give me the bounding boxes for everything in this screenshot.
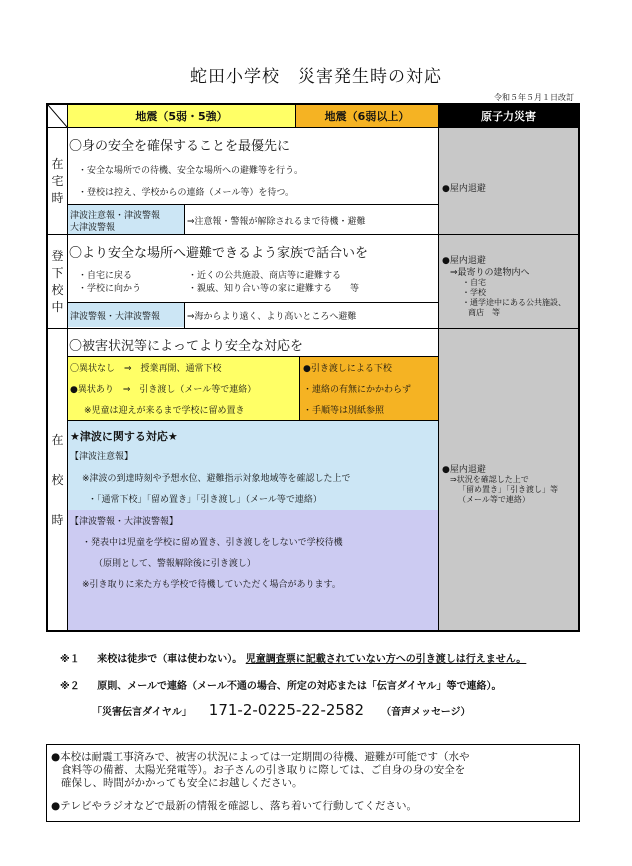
row-label-char: 時 [51, 512, 64, 527]
commute-tsunami-label: 津波警報・大津波警報 [70, 312, 161, 322]
header-corner [48, 105, 67, 127]
home-tsunami-label: 大津波警報 [70, 223, 116, 233]
commute-nuclear: ●屋内退避 [442, 256, 486, 266]
footnote-1 [60, 650, 526, 665]
school-nuclear: （メール等で連絡） [458, 495, 530, 504]
commute-item: ・学校に向かう [78, 284, 142, 294]
footnote-mark: ※２ [60, 681, 80, 692]
row-label-char: 校 [51, 282, 64, 297]
commute-nuclear: ・通学途中にある公共施設、 [462, 298, 566, 307]
page-title: 蛇田小学校 災害発生時の対応 [190, 67, 442, 87]
header-eq-lower: 地震（5弱・5強） [68, 105, 295, 127]
commute-nuclear: ・自宅 [462, 278, 486, 287]
school-eq-upper-item: ●引き渡しによる下校 [303, 364, 392, 374]
row-label-school [48, 329, 67, 630]
row-label-commute [48, 235, 67, 328]
grid-line [67, 105, 68, 630]
warning-item: ※引き取りに来た方も学校で待機していただく場合があります。 [82, 580, 341, 590]
grid-line [295, 105, 296, 127]
warning-item: ・発表中は児童を学校に留め置き、引き渡しをしないで学校待機 [82, 538, 343, 548]
footnote-mark: ※１ [60, 654, 80, 665]
school-eq-upper-item: ・連絡の有無にかかわらず [303, 385, 412, 395]
commute-nuclear: ・学校 [462, 288, 486, 297]
school-eq-lower-item: ●異状あり ⇒ 引き渡し（メール等で連絡） [70, 385, 257, 395]
grid-line [67, 420, 438, 421]
advisory-item: ※津波の到達時刻や予想水位、避難指示対象地域等を確認した上で [82, 474, 351, 484]
header-nuclear: 原子力災害 [439, 105, 578, 127]
commute-heading: 〇より安全な場所へ避難できるよう家族で話合いを [69, 246, 369, 261]
home-tsunami-action: ⇒注意報・警報が解除されるまで待機・避難 [187, 217, 366, 227]
school-nuclear: 「留め置き」「引き渡し」等 [458, 485, 558, 494]
dial-number: 171-2-0225-22-2582 [208, 701, 365, 719]
commute-nuclear: 商店 等 [468, 308, 500, 317]
row-label-char: 校 [51, 472, 64, 487]
home-item: ・登校は控え、学校からの連絡（メール等）を待つ。 [78, 188, 295, 198]
grid-line [184, 204, 185, 234]
commute-nuclear: ⇒最寄りの建物内へ [450, 268, 530, 278]
note-line: 確保し、時間がかかっても安全にお越しください。 [61, 777, 303, 789]
commute-item: ・親戚、知り合い等の家に避難する 等 [188, 284, 360, 294]
school-eq-lower-item: 〇異状なし ⇒ 授業再開、通常下校 [70, 364, 222, 374]
dial-label: 「災害伝言ダイヤル」 [92, 707, 192, 718]
row-label-char: 中 [51, 299, 64, 314]
row-label-char: 時 [51, 190, 64, 205]
home-tsunami-label: 津波注意報・津波警報 [70, 211, 161, 221]
advisory-title: 【津波注意報】 [70, 452, 134, 462]
home-heading: 〇身の安全を確保することを最優先に [69, 139, 291, 154]
note-line: ●本校は耐震工事済みで、被害の状況によっては一定期間の待機、避難が可能です（水や [51, 751, 470, 763]
advisory-item: ・「通常下校」「留め置き」「引き渡し」（メール等で連絡） [88, 495, 322, 505]
row-label-char: 在 [51, 432, 64, 447]
row-label-char: 宅 [51, 173, 64, 188]
dial-note: （音声メッセージ） [381, 707, 471, 718]
footnote-2 [60, 677, 502, 692]
commute-item: ・近くの公共施設、商店等に避難する [188, 271, 342, 281]
tsunami-warning-bg [68, 510, 438, 630]
response-table [46, 103, 580, 632]
school-nuclear: ⇒状況を確認した上で [450, 475, 529, 484]
nuclear-column-bg [439, 128, 578, 630]
commute-item: ・自宅に戻る [78, 271, 133, 281]
notes-box [46, 744, 580, 822]
grid-line [48, 328, 578, 329]
row-label-char: 登 [51, 248, 64, 263]
school-heading: 〇被害状況等によってより安全な対応を [69, 339, 304, 354]
row-label-home [48, 128, 67, 234]
grid-line [299, 356, 300, 421]
grid-line [48, 234, 578, 235]
note-line: ●テレビやラジオなどで最新の情報を確認し、落ち着いて行動してください。 [51, 800, 417, 812]
grid-line [67, 356, 438, 357]
row-label-char: 下 [51, 265, 64, 280]
warning-title: 【津波警報・大津波警報】 [70, 517, 179, 527]
commute-tsunami-action: ⇒海からより遠く、より高いところへ避難 [187, 312, 357, 322]
tsunami-title: ★津波に関する対応★ [70, 430, 178, 443]
home-item: ・安全な場所での待機、安全な場所への避難等を行う。 [78, 166, 304, 176]
row-label-char: 在 [51, 156, 64, 171]
footnote-text: 来校は徒歩で（車は使わない）。 [97, 654, 243, 665]
grid-line [184, 302, 185, 328]
home-nuclear: ●屋内退避 [442, 184, 486, 194]
diagonal-line [48, 105, 67, 127]
warning-item: （原則として、警報解除後に引き渡し） [94, 559, 256, 569]
school-nuclear: ●屋内退避 [442, 465, 486, 475]
revision-date: 令和５年５月１日改訂 [494, 93, 574, 102]
grid-line [438, 105, 439, 630]
grid-line [48, 127, 578, 128]
dial-line [92, 700, 471, 719]
header-eq-upper: 地震（6弱以上） [296, 105, 438, 127]
footnote-underlined: 児童調査票に記載されていない方への引き渡しは行えません。 [245, 654, 527, 665]
note-line: 食料等の備蓄、太陽光発電等）。お子さんの引き取りに際しては、ご自身の身の安全を [61, 764, 466, 776]
footnote-text: 原則、メールで連絡（メール不通の場合、所定の対応または「伝言ダイヤル」等で連絡）。 [97, 681, 502, 692]
grid-line [67, 302, 438, 303]
grid-line [67, 204, 438, 205]
school-eq-upper-item: ・手順等は別紙参照 [303, 406, 385, 416]
school-eq-lower-item: ※児童は迎えが来るまで学校に留め置き [84, 406, 245, 416]
